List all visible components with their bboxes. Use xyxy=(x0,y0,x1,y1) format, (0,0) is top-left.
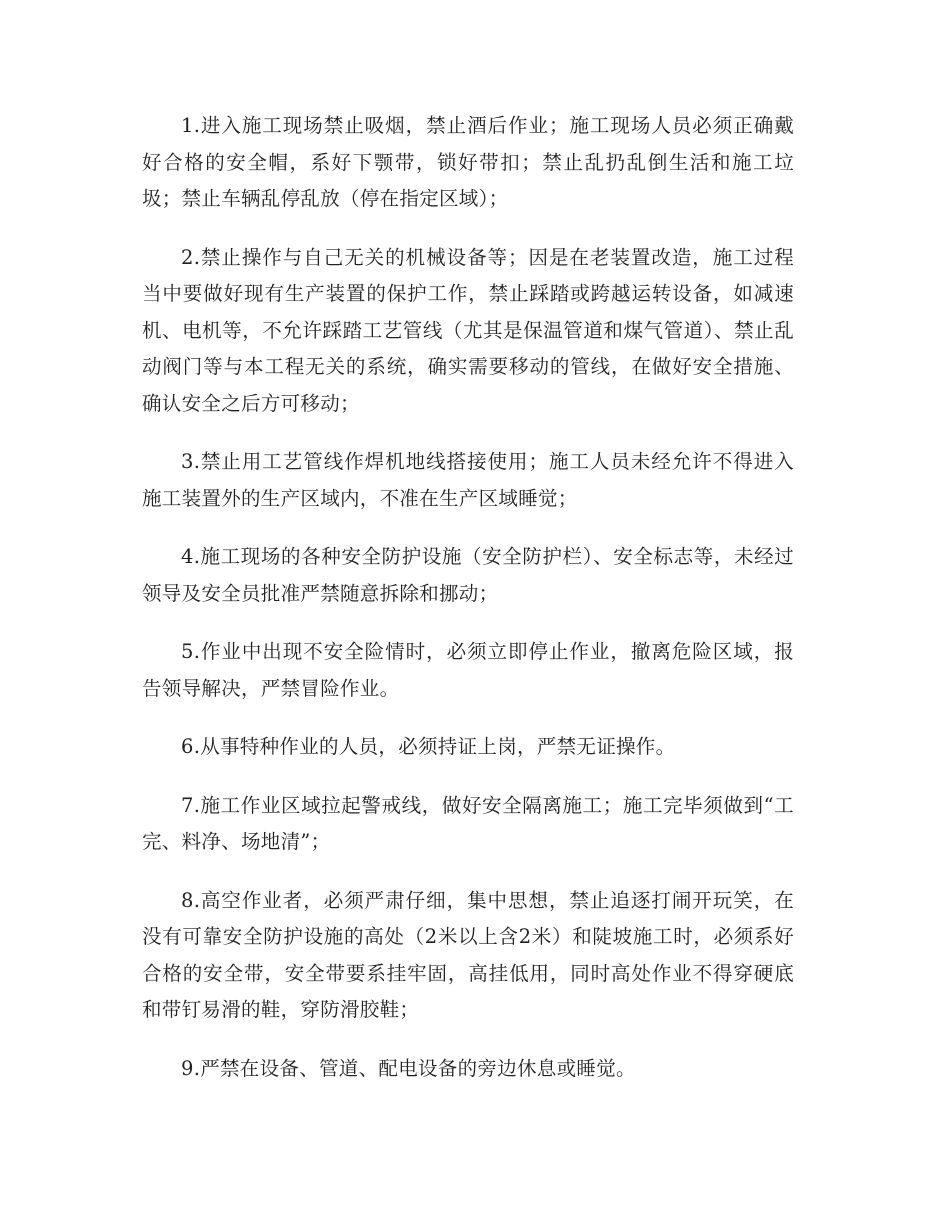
paragraph-4: 4.施工现场的各种安全防护设施（安全防护栏）、安全标志等，未经过领导及安全员批准严禁随意拆除和挪动； xyxy=(142,545,794,605)
paragraph-9: 9.严禁在设备、管道、配电设备的旁边休息或睡觉。 xyxy=(181,1056,636,1080)
paragraph-6: 6.从事特种作业的人员，必须持证上岗，严禁无证操作。 xyxy=(181,735,676,758)
paragraph-2: 2.禁止操作与自己无关的机械设备等；因是在老装置改造，施工过程当中要做好现有生产装置的保护工作，禁止踩踏或跨越运转设备，如减速机、电机等，不允许踩踏工艺管线（尤其是保温管道和煤气管道）、禁止乱动阀门等与本工程无关的系统，确实需要移动的管线，在做好安全措施、确认安全之后方可移动； xyxy=(142,245,794,415)
paragraph-8: 8.高空作业者，必须严肃仔细，集中思想，禁止追逐打闹开玩笑，在没有可靠安全防护设施的高处（2米以上含2米）和陡坡施工时，必须系好合格的安全带，安全带要系挂牢固，高挂低用，同时高处作业不得穿硬底和带钉易滑的鞋，穿防滑胶鞋； xyxy=(142,888,794,1021)
paragraph-1: 1.进入施工现场禁止吸烟，禁止酒后作业；施工现场人员必须正确戴好合格的安全帽，系好下颚带，锁好带扣；禁止乱扔乱倒生活和施工垃圾；禁止车辆乱停乱放（停在指定区域）； xyxy=(142,114,794,210)
paragraph-5: 5.作业中出现不安全险情时，必须立即停止作业，撤离危险区域，报告领导解决，严禁冒险作业。 xyxy=(142,640,794,700)
paragraph-7: 7.施工作业区域拉起警戒线，做好安全隔离施工；施工完毕须做到“工完、料净、场地清”； xyxy=(142,793,794,853)
document-body xyxy=(142,108,794,1109)
paragraph-3: 3.禁止用工艺管线作焊机地线搭接使用；施工人员未经允许不得进入施工装置外的生产区域内，不准在生产区域睡觉； xyxy=(142,450,794,510)
